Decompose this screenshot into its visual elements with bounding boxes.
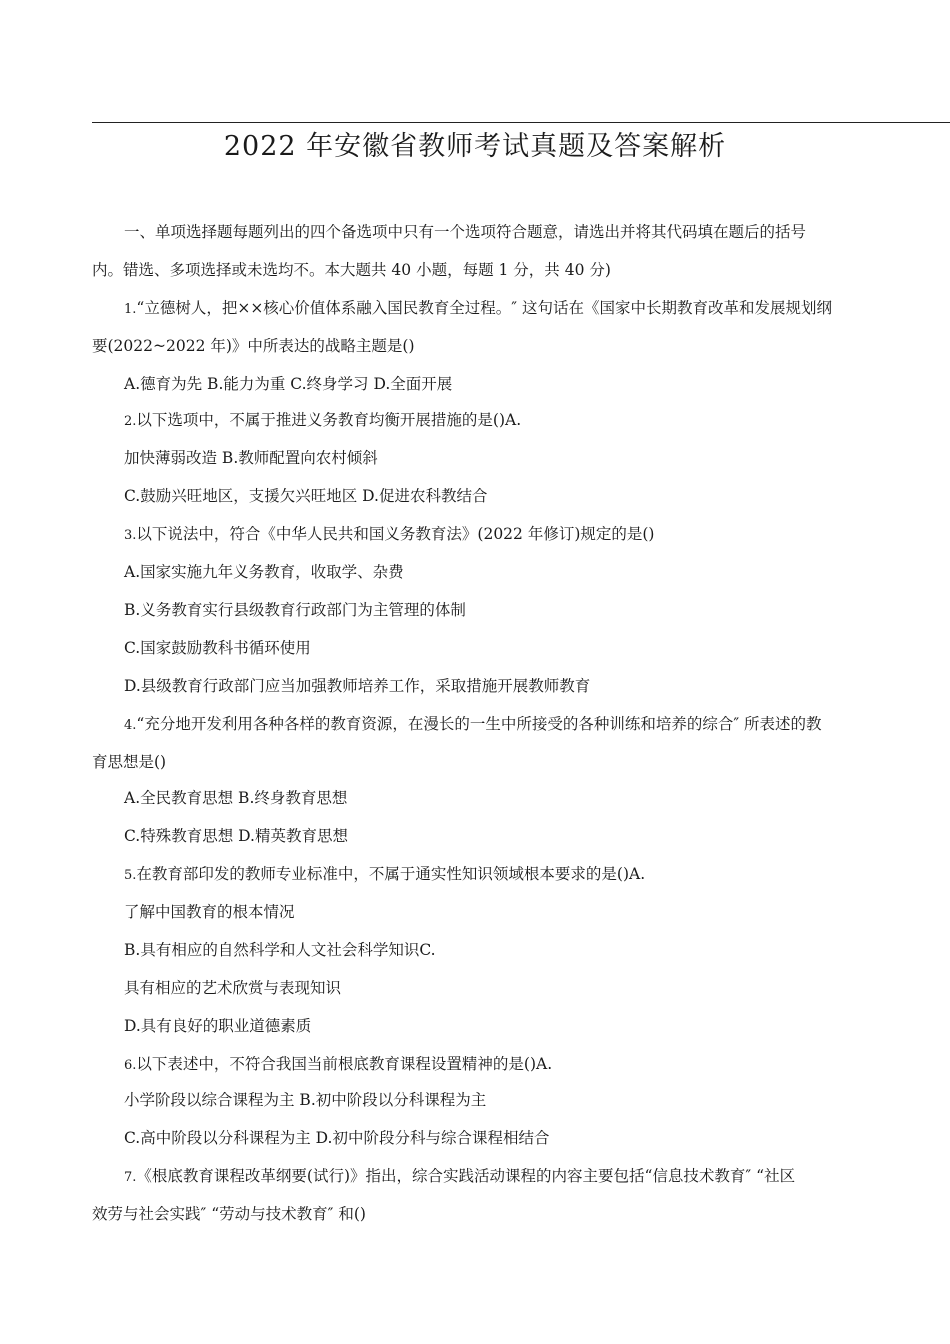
question-options: A.德育为先 B.能力为重 C.终身学习 D.全面开展 [124, 375, 453, 393]
question-number: 1. [124, 302, 137, 317]
question-option: 了解中国教育的根本情况 [124, 903, 295, 921]
question-7 [124, 1166, 795, 1188]
question-option: D.县级教育行政部门应当加强教师培养工作，采取措施开展教师教育 [124, 677, 591, 695]
question-6 [124, 1054, 552, 1076]
section-instruction-cont: 内。错选、多项选择或未选均不。本大题共 40 小题，每题 1 分，共 40 分) [92, 261, 611, 279]
question-options: C.高中阶段以分科课程为主 D.初中阶段分科与综合课程相结合 [124, 1129, 550, 1147]
question-text-cont: 育思想是() [92, 753, 167, 771]
question-options: A.全民教育思想 B.终身教育思想 [124, 789, 348, 807]
question-number: 4. [124, 718, 137, 733]
question-option: D.具有良好的职业道德素质 [124, 1017, 312, 1035]
question-option: A.国家实施九年义务教育，收取学、杂费 [124, 563, 404, 581]
question-text: 以下表述中，不符合我国当前根底教育课程设置精神的是()A. [136, 1055, 553, 1073]
question-options: 小学阶段以综合课程为主 B.初中阶段以分科课程为主 [124, 1091, 487, 1109]
question-options: 加快薄弱改造 B.教师配置向农村倾斜 [124, 449, 378, 467]
question-options: C.特殊教育思想 D.精英教育思想 [124, 827, 348, 845]
question-text: 以下选项中，不属于推进义务教育均衡开展措施的是()A. [136, 411, 522, 429]
question-text: 在教育部印发的教师专业标准中，不属于通实性知识领域根本要求的是()A. [136, 865, 646, 883]
question-number: 2. [124, 414, 137, 429]
question-text: 《根底教育课程改革纲要(试行)》指出，综合实践活动课程的内容主要包括“信息技术教育″ “社区 [136, 1167, 796, 1185]
page-title: 2022 年安徽省教师考试真题及答案解析 [223, 131, 727, 162]
question-text: “充分地开发利用各种各样的教育资源，在漫长的一生中所接受的各种训练和培养的综合″ 所表述的教 [136, 715, 822, 733]
question-option: C.国家鼓励教科书循环使用 [124, 639, 311, 657]
question-text-cont: 要(2022~2022 年)》中所表达的战略主题是() [92, 337, 415, 355]
question-text: 以下说法中，符合《中华人民共和国义务教育法》(2022 年修订)规定的是() [136, 525, 655, 543]
question-text: “立德树人，把××核心价值体系融入国民教育全过程。″ 这句话在《国家中长期教育改革和发展规划纲 [136, 299, 833, 317]
section-instruction: 一、单项选择题每题列出的四个备选项中只有一个选项符合题意，请选出并将其代码填在题后的括号 [124, 223, 807, 241]
question-3 [124, 524, 654, 546]
question-1 [124, 298, 832, 320]
question-number: 5. [124, 868, 137, 883]
question-options: C.鼓励兴旺地区，支援欠兴旺地区 D.促进农科教结合 [124, 487, 488, 505]
question-text-cont: 效劳与社会实践″ “劳动与技术教育″ 和() [92, 1205, 366, 1223]
header-rule [92, 122, 950, 123]
question-option: B.义务教育实行县级教育行政部门为主管理的体制 [124, 601, 466, 619]
question-option: 具有相应的艺术欣赏与表现知识 [124, 979, 342, 997]
question-number: 7. [124, 1170, 137, 1185]
question-4 [124, 714, 822, 736]
question-2 [124, 410, 521, 432]
question-option: B.具有相应的自然科学和人文社会科学知识C. [124, 941, 436, 959]
question-number: 6. [124, 1058, 137, 1073]
question-5 [124, 864, 645, 886]
question-number: 3. [124, 528, 137, 543]
